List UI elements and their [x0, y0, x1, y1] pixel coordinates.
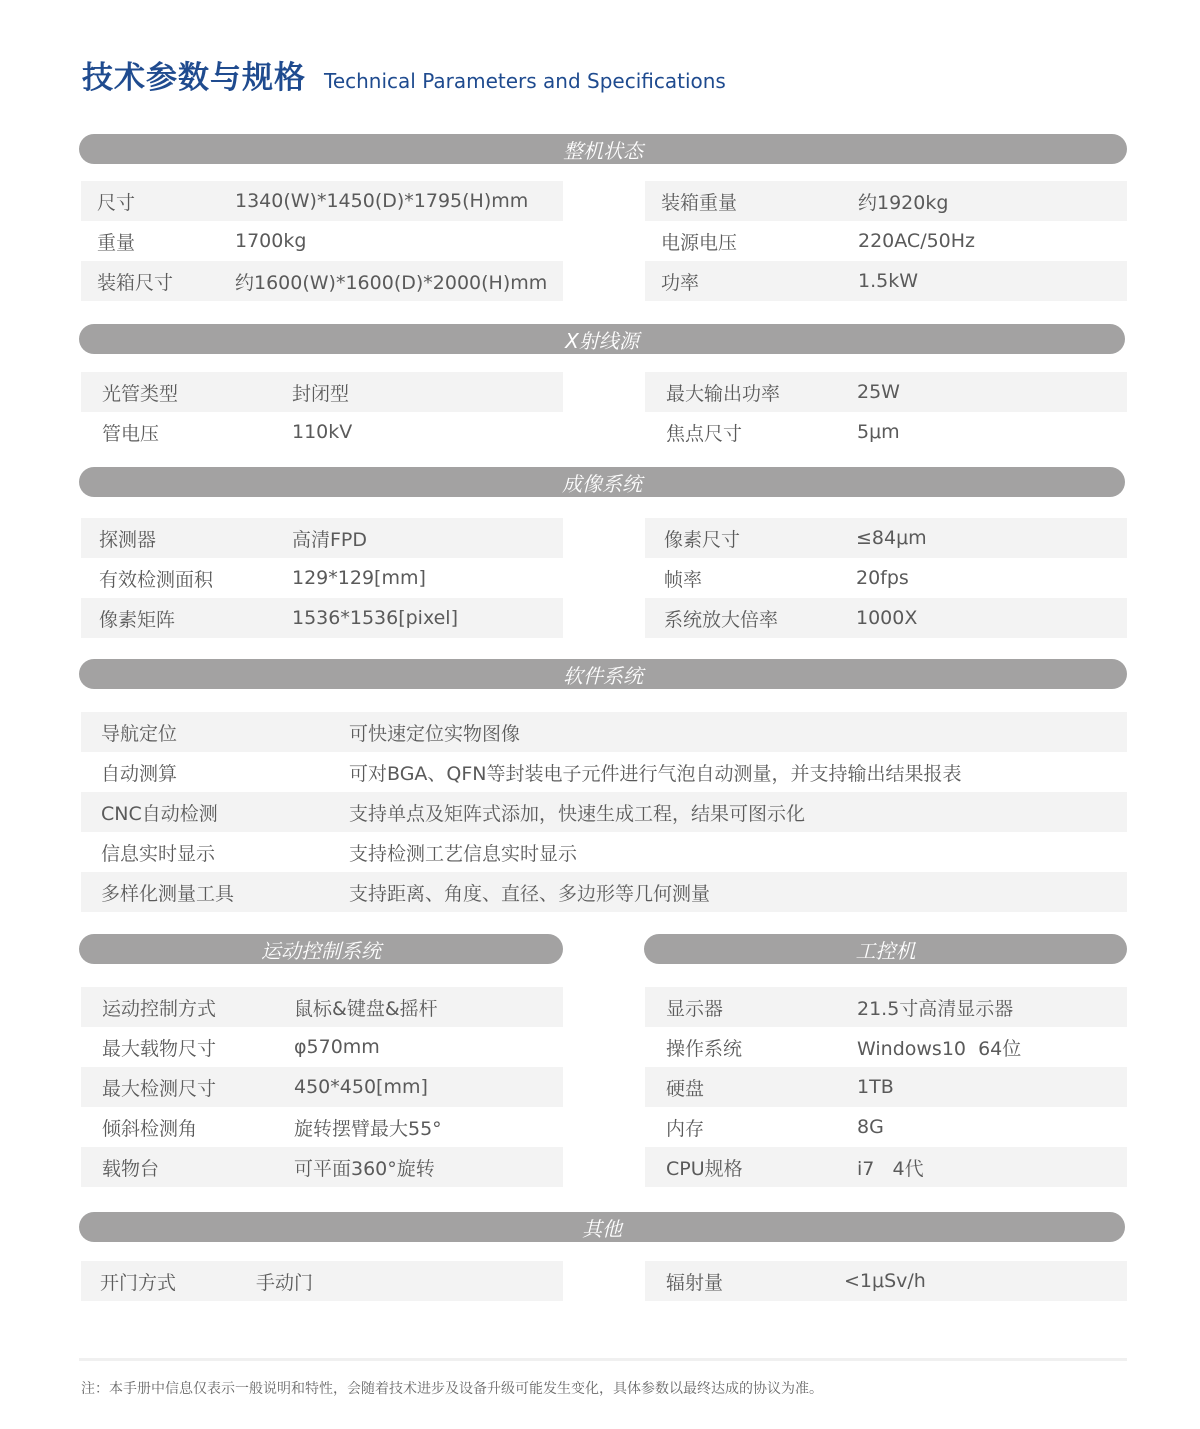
spec-value: 约1920kg — [858, 191, 949, 214]
spec-key: 光管类型 — [102, 382, 179, 405]
xray-left-table — [81, 372, 563, 452]
section-header-software — [79, 659, 1127, 689]
imaging-right-table — [645, 518, 1127, 638]
spec-value: 高清FPD — [292, 528, 368, 551]
spec-key: 最大载物尺寸 — [102, 1037, 217, 1060]
spec-value: 可对BGA、QFN等封装电子元件进行气泡自动测量，并支持输出结果报表 — [349, 762, 962, 785]
spec-value: 25W — [857, 381, 900, 403]
spec-key: 电源电压 — [661, 231, 738, 254]
spec-value: 可快速定位实物图像 — [349, 722, 521, 745]
spec-key: 有效检测面积 — [99, 568, 214, 591]
spec-row — [81, 261, 563, 301]
spec-key: 像素矩阵 — [99, 608, 176, 631]
spec-key: 运动控制方式 — [102, 997, 217, 1020]
spec-key: 显示器 — [666, 997, 724, 1020]
section-header-other — [79, 1212, 1125, 1242]
spec-key: 开门方式 — [100, 1271, 177, 1294]
spec-row — [645, 987, 1127, 1027]
spec-value: 鼠标&键盘&摇杆 — [294, 997, 438, 1020]
spec-key: 装箱重量 — [661, 191, 738, 214]
spec-row — [645, 1147, 1127, 1187]
spec-key: 辐射量 — [666, 1271, 724, 1294]
spec-row — [81, 412, 563, 452]
spec-value: 约1600(W)*1600(D)*2000(H)mm — [235, 271, 548, 294]
section-header-motion — [79, 934, 563, 964]
other-right-table — [645, 1261, 1127, 1301]
spec-value: 110kV — [292, 421, 353, 443]
spec-value: i7 4代 — [857, 1157, 924, 1180]
spec-key: 重量 — [97, 231, 136, 254]
spec-row — [81, 1261, 563, 1301]
section-header-xray — [79, 324, 1125, 354]
spec-key: 多样化测量工具 — [101, 882, 235, 905]
spec-row — [645, 518, 1127, 558]
spec-key: 最大输出功率 — [666, 382, 781, 405]
spec-row — [81, 872, 1127, 912]
spec-value: 可平面360°旋转 — [294, 1157, 435, 1180]
spec-row — [81, 221, 563, 261]
spec-row — [81, 1027, 563, 1067]
spec-row — [81, 832, 1127, 872]
ipc-table — [645, 987, 1127, 1187]
spec-key: 内存 — [666, 1117, 705, 1140]
spec-key: 帧率 — [664, 568, 703, 591]
machine-left-table — [81, 181, 563, 301]
spec-value: 5μm — [857, 421, 900, 443]
spec-row — [645, 181, 1127, 221]
spec-key: CPU规格 — [666, 1157, 743, 1180]
spec-row — [81, 1067, 563, 1107]
section-title: 工控机 — [855, 938, 916, 963]
spec-key: 焦点尺寸 — [666, 422, 743, 445]
spec-value: 支持单点及矩阵式添加，快速生成工程，结果可图示化 — [349, 802, 806, 825]
spec-value: φ570mm — [294, 1036, 380, 1058]
spec-key: 最大检测尺寸 — [102, 1077, 217, 1100]
spec-row — [81, 598, 563, 638]
spec-key: 管电压 — [102, 422, 160, 445]
spec-key: 尺寸 — [97, 191, 136, 214]
section-title: X射线源 — [565, 328, 639, 353]
spec-value: 450*450[mm] — [294, 1076, 428, 1098]
spec-row — [645, 261, 1127, 301]
spec-value: 20fps — [856, 567, 909, 589]
spec-key: 载物台 — [102, 1157, 160, 1180]
imaging-left-table — [81, 518, 563, 638]
spec-row — [81, 558, 563, 598]
spec-row — [645, 1107, 1127, 1147]
spec-value: 旋转摆臂最大55° — [294, 1117, 442, 1140]
spec-value: Windows10 64位 — [857, 1037, 1022, 1060]
section-header-ipc — [644, 934, 1127, 964]
spec-value: 220AC/50Hz — [858, 230, 976, 252]
spec-key: 硬盘 — [666, 1077, 705, 1100]
motion-table — [81, 987, 563, 1187]
spec-row — [645, 1067, 1127, 1107]
spec-key: CNC自动检测 — [101, 802, 218, 825]
spec-key: 操作系统 — [666, 1037, 743, 1060]
page-subtitle: Technical Parameters and Specifications — [324, 69, 726, 93]
spec-row — [81, 987, 563, 1027]
spec-row — [81, 712, 1127, 752]
section-header-imaging — [79, 467, 1125, 497]
spec-row — [645, 598, 1127, 638]
spec-value: 1TB — [857, 1076, 894, 1098]
section-title: 其他 — [582, 1216, 622, 1241]
spec-row — [645, 1027, 1127, 1067]
machine-right-table — [645, 181, 1127, 301]
spec-key: 系统放大倍率 — [664, 608, 779, 631]
other-left-table — [81, 1261, 563, 1301]
section-title: 软件系统 — [563, 663, 643, 688]
spec-row — [81, 372, 563, 412]
spec-value: 支持距离、角度、直径、多边形等几何测量 — [349, 882, 711, 905]
spec-row — [81, 181, 563, 221]
footer-note: 注：本手册中信息仅表示一般说明和特性，会随着技术进步及设备升级可能发生变化，具体参数以最终达成的协议为准。 — [81, 1381, 823, 1397]
spec-value: 封闭型 — [292, 382, 350, 405]
spec-row — [645, 372, 1127, 412]
xray-right-table — [645, 372, 1127, 452]
section-title: 成像系统 — [562, 471, 642, 496]
spec-value: ≤84μm — [856, 527, 927, 549]
spec-value: 1.5kW — [858, 270, 919, 292]
spec-value: 129*129[mm] — [292, 567, 426, 589]
spec-key: 信息实时显示 — [101, 842, 216, 865]
footer-divider — [79, 1358, 1127, 1361]
spec-key: 自动测算 — [101, 762, 178, 785]
section-title: 整机状态 — [563, 138, 643, 163]
spec-row — [81, 518, 563, 558]
spec-value: 21.5寸高清显示器 — [857, 997, 1014, 1020]
spec-value: 支持检测工艺信息实时显示 — [349, 842, 578, 865]
spec-row — [81, 792, 1127, 832]
section-title: 运动控制系统 — [261, 938, 381, 963]
spec-value: 1536*1536[pixel] — [292, 607, 458, 629]
spec-key: 装箱尺寸 — [97, 271, 174, 294]
spec-key: 像素尺寸 — [664, 528, 741, 551]
spec-value: 8G — [857, 1116, 884, 1138]
spec-row — [81, 1107, 563, 1147]
spec-key: 倾斜检测角 — [102, 1117, 198, 1140]
spec-value: 1340(W)*1450(D)*1795(H)mm — [235, 190, 529, 212]
spec-row — [645, 412, 1127, 452]
spec-value: 1700kg — [235, 230, 307, 252]
spec-row — [645, 221, 1127, 261]
spec-row — [645, 1261, 1127, 1301]
page-header — [82, 52, 726, 97]
spec-row — [81, 752, 1127, 792]
spec-value: <1μSv/h — [844, 1270, 926, 1292]
spec-value: 1000X — [856, 607, 918, 629]
software-table — [81, 712, 1127, 912]
spec-key: 探测器 — [99, 528, 157, 551]
page-title: 技术参数与规格 — [82, 60, 306, 96]
section-header-machine — [79, 134, 1127, 164]
spec-key: 导航定位 — [101, 722, 178, 745]
spec-key: 功率 — [661, 271, 700, 294]
spec-row — [645, 558, 1127, 598]
spec-value: 手动门 — [256, 1271, 314, 1294]
spec-row — [81, 1147, 563, 1187]
